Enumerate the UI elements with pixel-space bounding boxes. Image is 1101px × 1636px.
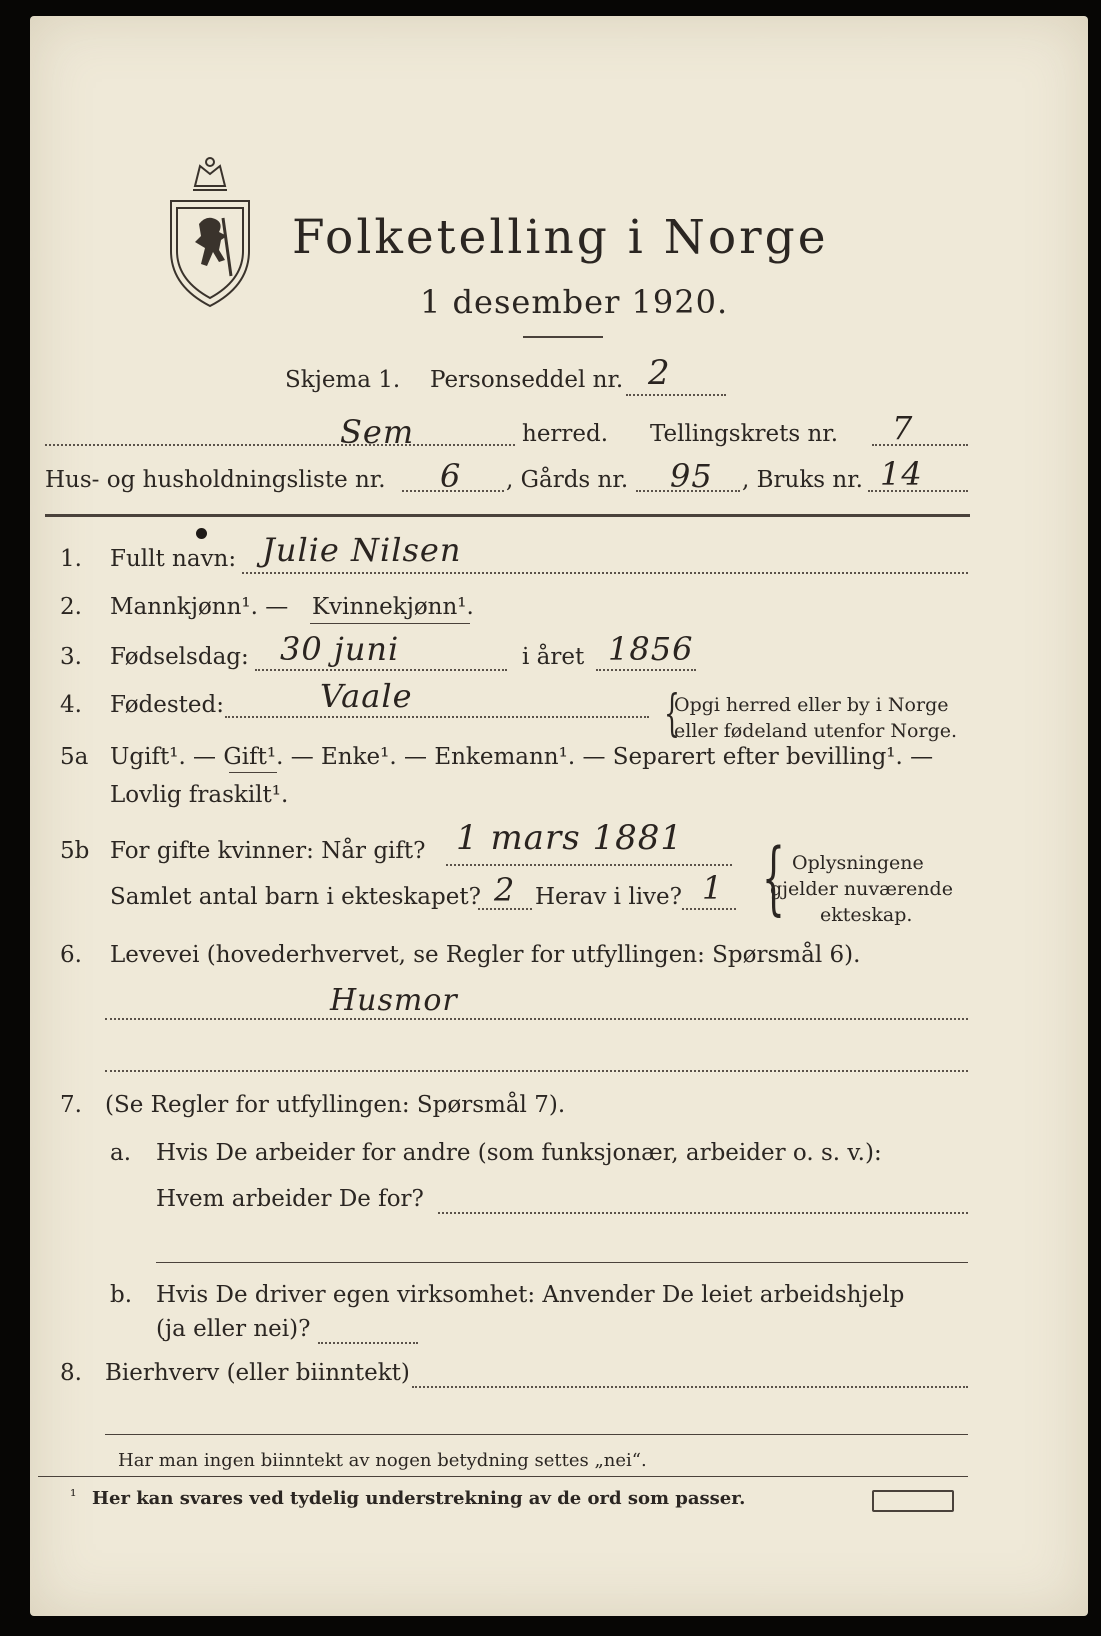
employer-line-1 bbox=[438, 1212, 968, 1214]
hired-help-line bbox=[318, 1342, 418, 1344]
bruks-value[interactable]: 14 bbox=[880, 455, 923, 493]
herred-line bbox=[45, 444, 515, 446]
personseddel-value[interactable]: 2 bbox=[648, 353, 671, 393]
q4-number: 4. bbox=[60, 692, 82, 718]
footnote-rule bbox=[38, 1476, 968, 1477]
birth-year-line bbox=[596, 669, 696, 671]
tellingskrets-line bbox=[872, 444, 968, 446]
birth-year-value[interactable]: 1856 bbox=[608, 630, 694, 668]
form-title: Folketelling i Norge bbox=[292, 210, 829, 265]
q3-label: Fødselsdag: bbox=[110, 644, 249, 670]
children-alive-line bbox=[682, 908, 736, 910]
form-date: 1 desember 1920. bbox=[420, 283, 729, 321]
q4-brace: { bbox=[663, 684, 680, 742]
birthplace-value[interactable]: Vaale bbox=[320, 677, 413, 715]
married-when-label: For gifte kvinner: Når gift? bbox=[110, 838, 426, 864]
side-income-line-1 bbox=[412, 1386, 968, 1388]
occupation-line-2 bbox=[105, 1070, 968, 1072]
q5b-brace: { bbox=[761, 831, 785, 924]
no-income-note: Har man ingen biinntekt av nogen betydning settes „nei“. bbox=[118, 1450, 647, 1471]
gards-line bbox=[636, 490, 740, 492]
q1-number: 1. bbox=[60, 546, 82, 572]
q8-label: Bierhverv (eller biinntekt) bbox=[105, 1360, 410, 1386]
q7b-line-1: Hvis De driver egen virksomhet: Anvender De leiet arbeidshjelp bbox=[156, 1282, 905, 1308]
q5a-number: 5a bbox=[60, 744, 89, 770]
q5b-number: 5b bbox=[60, 838, 90, 864]
q4-note-line-1: Opgi herred eller by i Norge bbox=[674, 694, 949, 716]
header-rule bbox=[45, 514, 970, 517]
herred-value[interactable]: Sem bbox=[340, 413, 415, 451]
schema-label: Skjema 1. bbox=[285, 367, 401, 393]
birth-year-label: i året bbox=[522, 644, 585, 670]
side-income-line-2 bbox=[105, 1434, 968, 1435]
q6-number: 6. bbox=[60, 942, 82, 968]
occupation-value[interactable]: Husmor bbox=[330, 983, 458, 1018]
sex-female-option[interactable]: Kvinnekjønn¹. bbox=[312, 594, 474, 620]
footnote-text: Her kan svares ved tydelig understrekning av de ord som passer. bbox=[92, 1488, 746, 1509]
q1-label: Fullt navn: bbox=[110, 546, 237, 572]
hus-value[interactable]: 6 bbox=[440, 457, 462, 495]
ink-spot bbox=[196, 528, 207, 539]
q5b-note-line-3: ekteskap. bbox=[820, 904, 913, 926]
q7a-line-1: Hvis De arbeider for andre (som funksjonær, arbeider o. s. v.): bbox=[156, 1140, 882, 1166]
norwegian-coat-of-arms-icon bbox=[165, 156, 255, 316]
married-when-value[interactable]: 1 mars 1881 bbox=[456, 818, 683, 858]
hus-label: Hus- og husholdningsliste nr. bbox=[45, 467, 386, 493]
gards-label: , Gårds nr. bbox=[506, 467, 629, 493]
q8-number: 8. bbox=[60, 1360, 82, 1386]
q3-number: 3. bbox=[60, 644, 82, 670]
herred-label: herred. bbox=[522, 421, 609, 447]
personseddel-line bbox=[626, 394, 726, 396]
hus-line bbox=[402, 490, 504, 492]
full-name-line bbox=[242, 572, 968, 574]
tellingskrets-value[interactable]: 7 bbox=[892, 409, 914, 447]
sex-male-option[interactable]: Mannkjønn¹. — bbox=[110, 594, 289, 620]
q6-label: Levevei (hovederhvervet, se Regler for utfyllingen: Spørsmål 6). bbox=[110, 942, 861, 968]
children-alive-value[interactable]: 1 bbox=[702, 869, 724, 907]
marital-status-options[interactable]: Ugift¹. — Gift¹. — Enke¹. — Enkemann¹. — Separert efter bevilling¹. — bbox=[110, 744, 934, 770]
married-when-line bbox=[446, 864, 732, 866]
full-name-value[interactable]: Julie Nilsen bbox=[262, 531, 462, 569]
title-divider bbox=[523, 336, 603, 338]
printer-stamp bbox=[872, 1490, 954, 1512]
q4-note-line-2: eller fødeland utenfor Norge. bbox=[674, 720, 958, 742]
children-count-line bbox=[478, 908, 532, 910]
q7b-line-2: (ja eller nei)? bbox=[156, 1316, 311, 1342]
q5b-note-line-2: gjelder nuværende bbox=[770, 878, 953, 900]
q7b-number: b. bbox=[110, 1282, 133, 1308]
q7-number: 7. bbox=[60, 1092, 82, 1118]
personseddel-label: Personseddel nr. bbox=[430, 367, 624, 393]
bruks-line bbox=[868, 490, 968, 492]
children-count-label: Samlet antal barn i ekteskapet? bbox=[110, 884, 481, 910]
q7-label: (Se Regler for utfyllingen: Spørsmål 7). bbox=[105, 1092, 566, 1118]
birthday-value[interactable]: 30 juni bbox=[280, 630, 400, 668]
q7a-line-2: Hvem arbeider De for? bbox=[156, 1186, 424, 1212]
children-alive-label: Herav i live? bbox=[535, 884, 682, 910]
q7a-number: a. bbox=[110, 1140, 132, 1166]
birthplace-line bbox=[225, 716, 649, 718]
q5b-note-line-1: Oplysningene bbox=[792, 852, 924, 874]
birthday-line bbox=[255, 669, 507, 671]
footnote-mark: ¹ bbox=[70, 1486, 77, 1505]
sex-female-underline bbox=[310, 623, 470, 624]
children-count-value[interactable]: 2 bbox=[494, 871, 516, 909]
marital-gift-underline bbox=[229, 772, 277, 773]
gards-value[interactable]: 95 bbox=[670, 457, 713, 495]
bruks-label: , Bruks nr. bbox=[742, 467, 863, 493]
marital-status-options-line-2[interactable]: Lovlig fraskilt¹. bbox=[110, 782, 289, 808]
census-form-sheet bbox=[30, 16, 1088, 1616]
q2-number: 2. bbox=[60, 594, 82, 620]
employer-line-2 bbox=[156, 1262, 968, 1263]
q4-label: Fødested: bbox=[110, 692, 225, 718]
tellingskrets-label: Tellingskrets nr. bbox=[650, 421, 839, 447]
occupation-line-1 bbox=[105, 1018, 968, 1020]
